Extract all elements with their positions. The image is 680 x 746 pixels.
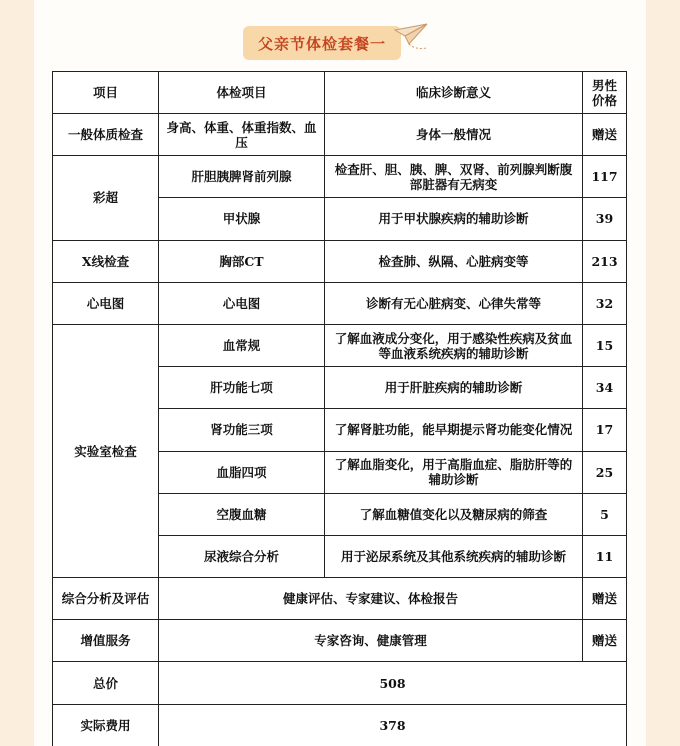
header-category: 项目	[53, 72, 159, 114]
page-title: 父亲节体检套餐一	[243, 26, 401, 60]
table-row	[53, 156, 627, 198]
price-cell: 11	[583, 535, 627, 577]
meaning-cell: 用于甲状腺疾病的辅助诊断	[325, 198, 583, 240]
meaning-cell: 了解血液成分变化，用于感染性疾病及贫血等血液系统疾病的辅助诊断	[325, 324, 583, 366]
meaning-cell: 了解肾脏功能，能早期提示肾功能变化情况	[325, 409, 583, 451]
meaning-cell: 了解血脂变化，用于高脂血症、脂肪肝等的辅助诊断	[325, 451, 583, 493]
title-banner	[243, 22, 433, 62]
table-row	[53, 240, 627, 282]
total-label: 总价	[53, 662, 159, 704]
item-cell: 心电图	[159, 282, 325, 324]
category-cell: 心电图	[53, 282, 159, 324]
table-row	[53, 282, 627, 324]
price-cell: 17	[583, 409, 627, 451]
actual-cost-row	[53, 704, 627, 746]
price-cell: 213	[583, 240, 627, 282]
table-row	[53, 620, 627, 662]
total-row	[53, 662, 627, 704]
actual-cost-label: 实际费用	[53, 704, 159, 746]
price-cell: 117	[583, 156, 627, 198]
actual-cost-value: 378	[159, 704, 627, 746]
item-cell: 尿液综合分析	[159, 535, 325, 577]
table-row	[53, 324, 627, 366]
meaning-cell: 用于泌尿系统及其他系统疾病的辅助诊断	[325, 535, 583, 577]
item-cell: 肝功能七项	[159, 367, 325, 409]
price-cell: 赠送	[583, 620, 627, 662]
category-cell: 综合分析及评估	[53, 578, 159, 620]
header-price: 男性价格	[583, 72, 627, 114]
header-item: 体检项目	[159, 72, 325, 114]
category-cell: 一般体质检查	[53, 114, 159, 156]
price-cell: 34	[583, 367, 627, 409]
table-row	[53, 578, 627, 620]
price-cell: 39	[583, 198, 627, 240]
item-cell: 肝胆胰脾肾前列腺	[159, 156, 325, 198]
category-cell: 实验室检查	[53, 324, 159, 577]
category-cell: 增值服务	[53, 620, 159, 662]
price-cell: 5	[583, 493, 627, 535]
meaning-cell: 诊断有无心脏病变、心律失常等	[325, 282, 583, 324]
total-value: 508	[159, 662, 627, 704]
item-cell: 甲状腺	[159, 198, 325, 240]
price-cell: 赠送	[583, 578, 627, 620]
table-header-row	[53, 72, 627, 114]
category-cell: X线检查	[53, 240, 159, 282]
meaning-cell: 用于肝脏疾病的辅助诊断	[325, 367, 583, 409]
meaning-cell: 身体一般情况	[325, 114, 583, 156]
paper-plane-icon	[393, 22, 433, 52]
meaning-cell: 了解血糖值变化以及糖尿病的筛查	[325, 493, 583, 535]
item-cell: 血常规	[159, 324, 325, 366]
price-cell: 赠送	[583, 114, 627, 156]
price-cell: 15	[583, 324, 627, 366]
price-cell: 25	[583, 451, 627, 493]
item-cell: 空腹血糖	[159, 493, 325, 535]
item-cell: 身高、体重、体重指数、血压	[159, 114, 325, 156]
item-cell: 肾功能三项	[159, 409, 325, 451]
price-cell: 32	[583, 282, 627, 324]
checkup-table	[52, 71, 627, 746]
header-meaning: 临床诊断意义	[325, 72, 583, 114]
content-cell: 健康评估、专家建议、体检报告	[159, 578, 583, 620]
table-row	[53, 114, 627, 156]
meaning-cell: 检查肺、纵隔、心脏病变等	[325, 240, 583, 282]
item-cell: 血脂四项	[159, 451, 325, 493]
meaning-cell: 检查肝、胆、胰、脾、双肾、前列腺判断腹部脏器有无病变	[325, 156, 583, 198]
category-cell: 彩超	[53, 156, 159, 240]
item-cell: 胸部CT	[159, 240, 325, 282]
content-cell: 专家咨询、健康管理	[159, 620, 583, 662]
